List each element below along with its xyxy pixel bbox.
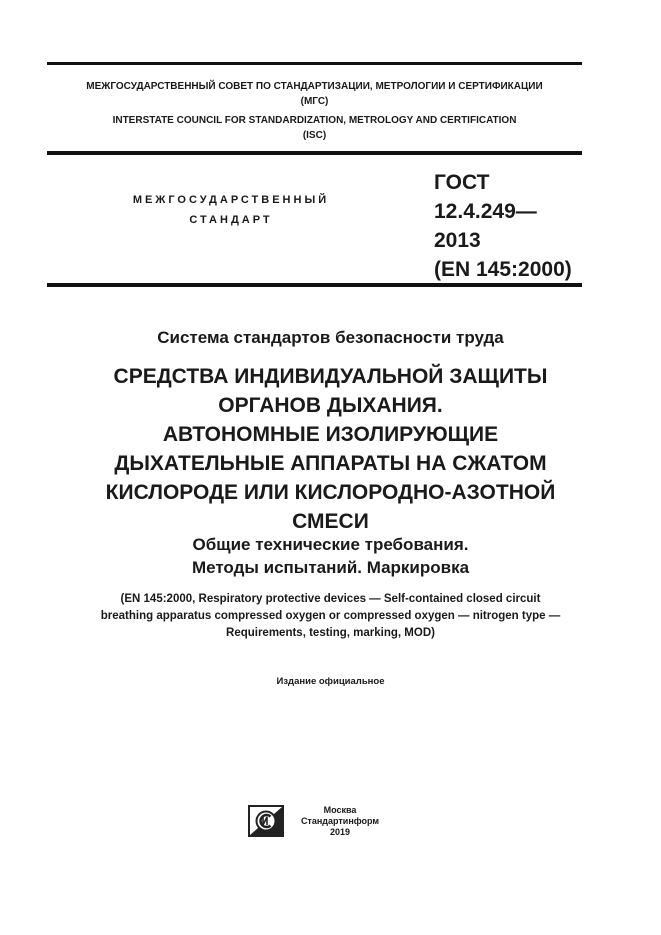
main-title-line: КИСЛОРОДЕ ИЛИ КИСЛОРОДНО-АЗОТНОЙ xyxy=(105,481,556,504)
main-title-line: АВТОНОМНЫЕ ИЗОЛИРУЮЩИЕ xyxy=(162,423,499,446)
english-title xyxy=(20,591,641,642)
main-title-line: СМЕСИ xyxy=(292,510,369,533)
subtitle xyxy=(20,533,641,579)
standard-designation xyxy=(434,168,572,284)
designation-number: 12.4.249— xyxy=(434,200,537,223)
designation-prefix: ГОСТ xyxy=(434,171,490,194)
main-title xyxy=(20,362,641,536)
main-title-line: ДЫХАТЕЛЬНЫЕ АППАРАТЫ НА СЖАТОМ xyxy=(114,452,547,475)
edition-label: Издание официальное xyxy=(276,676,385,687)
designation-year: 2013 xyxy=(434,229,481,252)
english-title-line: (EN 145:2000, Respiratory protective devices — Self-contained closed circuit xyxy=(120,593,541,605)
subtitle-line: Общие технические требования. xyxy=(192,535,469,554)
system-title: Система стандартов безопасности труда xyxy=(157,328,504,347)
top-rule xyxy=(47,62,582,65)
standard-label-line1: МЕЖГОСУДАРСТВЕННЫЙ xyxy=(132,194,330,206)
publisher-name: Стандартинформ xyxy=(300,816,380,826)
council-name-ru: МЕЖГОСУДАРСТВЕННЫЙ СОВЕТ ПО СТАНДАРТИЗАЦИИ, МЕТРОЛОГИИ И СЕРТИФИКАЦИИ xyxy=(86,81,543,92)
publisher-block xyxy=(294,805,386,838)
council-name-en: INTERSTATE COUNCIL FOR STANDARDIZATION, METROLOGY AND CERTIFICATION xyxy=(112,115,517,126)
council-abbr-en: (ISC) xyxy=(302,130,327,141)
designation-equiv: (EN 145:2000) xyxy=(434,258,572,281)
english-title-line: Requirements, testing, marking, MOD) xyxy=(226,627,435,639)
main-title-line: СРЕДСТВА ИНДИВИДУАЛЬНОЙ ЗАЩИТЫ xyxy=(113,365,548,388)
main-title-line: ОРГАНОВ ДЫХАНИЯ. xyxy=(218,394,443,417)
council-rule xyxy=(47,151,582,155)
council-abbr-ru: (МГС) xyxy=(300,96,329,107)
publisher-city: Москва xyxy=(323,805,357,815)
council-header xyxy=(47,79,582,143)
publisher-year: 2019 xyxy=(329,827,351,837)
standard-label-line2: СТАНДАРТ xyxy=(189,214,273,226)
subtitle-line: Методы испытаний. Маркировка xyxy=(191,558,470,577)
standartinform-logo-icon xyxy=(248,805,284,837)
english-title-line: breathing apparatus compressed oxygen or compressed oxygen — nitrogen type — xyxy=(100,610,561,622)
standard-label xyxy=(100,190,362,230)
designation-rule xyxy=(47,283,582,287)
